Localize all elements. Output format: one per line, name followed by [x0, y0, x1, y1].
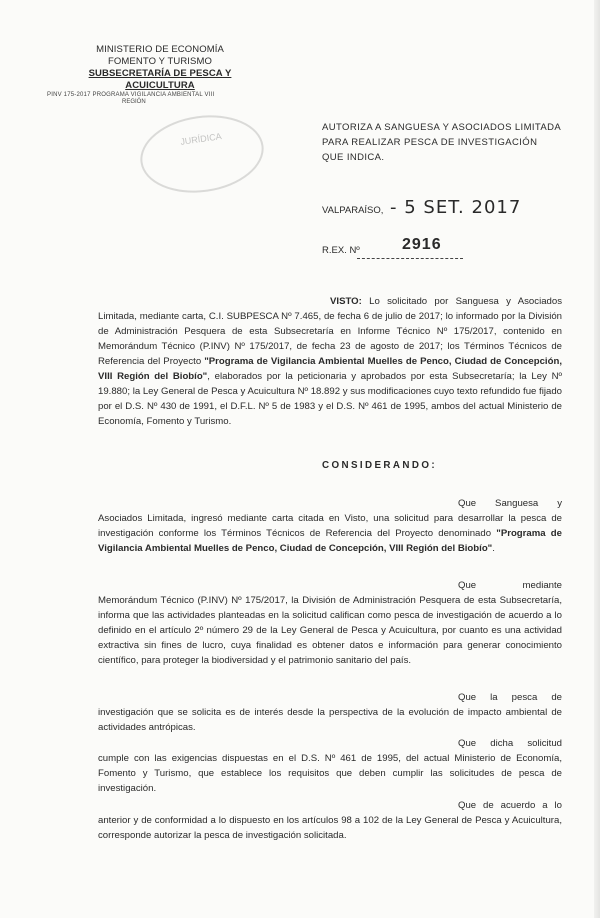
ministry-subname: FOMENTO Y TURISMO [108, 56, 212, 67]
resolution-number-underline [357, 258, 463, 259]
subsecretariat-name: SUBSECRETARÍA DE PESCA Y ACUICULTURA [88, 68, 232, 91]
ministry-name: MINISTERIO DE ECONOMÍA [96, 44, 224, 55]
considerando-3: Que la pesca de investigación que se solicita es de interés desde la perspectiva de la evolución de impacto ambiental de actividades antrópicas. [98, 692, 562, 733]
visto-text-b: , elaborados por la peticionaria y aprobados por esta Subsecretaría; la Ley Nº 19.880; la Ley General de Pesca y Acuicultura Nº 18.892 y sus modificaciones cuyo texto refundido fue fijado por el D.S. Nº 430 de 1991, el D.F.L. Nº 5 de 1983 y el D.S. Nº 461 de 1995, ambos del actual Ministerio de Economía, Fomento y Turismo. [98, 371, 563, 427]
file-reference-region: REGIÓN [122, 99, 146, 105]
resolution-subject: AUTORIZA A SANGUESA Y ASOCIADOS LIMITADA PARA REALIZAR PESCA DE INVESTIGACIÓN QUE INDICA. [322, 122, 561, 163]
considerando-heading: CONSIDERANDO: [322, 460, 438, 471]
seal-stamp [135, 108, 268, 201]
considerando-1 [98, 496, 562, 556]
visto-paragraph [98, 294, 562, 429]
c1-project-name: "Programa de Vigilancia Ambiental Muelles de Penco, Ciudad de Concepción, VIII Región del Biobío" [98, 528, 562, 554]
resolution-label: R.EX. Nº [322, 245, 360, 256]
considerando-4: Que dicha solicitud cumple con las exigencias dispuestas en el D.S. Nº 461 de 1995, del actual Ministerio de Economía, Fomento y Turismo, que establece los requisitos que deben cumplir las solicitudes de pesca de investigación. [98, 738, 562, 794]
c1-text-a: Que Sanguesa y Asociados Limitada, ingresó mediante carta citada en Visto, una solicitud para desarrollar la pesca de investigación conforme los Términos Técnicos de Referencia del Proyecto denominado [98, 498, 562, 539]
c1-text-b: . [492, 543, 495, 554]
considerando-2: Que mediante Memorándum Técnico (P.INV) Nº 175/2017, la División de Administración Pesquera de esta Subsecretaría, informa que las actividades planteadas en la solicitud califican como pesca de investigación de acuerdo a lo definido en el artículo 2º número 29 de la Ley General de Pesca y Acuicultura, por cuanto es una actividad extractiva sin fines de lucro, cuya finalidad es obtener datos e información para generar conocimiento científico, para proteger la biodiversidad y el patrimonio sanitario del país. [98, 580, 562, 666]
file-reference: PINV 175-2017 PROGRAMA VIGILANCIA AMBIENTAL VIII [47, 92, 215, 98]
seal-stamp-text: JURÍDICA [179, 131, 223, 147]
resolution-number: 2916 [402, 236, 442, 253]
stamped-date: - 5 SET. 2017 [390, 197, 522, 218]
visto-label: VISTO: [330, 296, 362, 307]
visto-text-a: Lo solicitado por Sanguesa y Asociados Limitada, mediante carta, C.I. SUBPESCA Nº 7.465, de fecha 6 de julio de 2017; lo informado por la División de Administración Pesquera de esta Subsecretaría en Informe Técnico Nº 175/2017, contenido en Memorándum Técnico (P.INV) Nº 175/2017, de fecha 23 de agosto de 2017; los Términos Técnicos de Referencia del Proyecto [98, 296, 562, 367]
page-edge-shadow [594, 0, 600, 918]
considerando-5: Que de acuerdo a lo anterior y de conformidad a lo dispuesto en los artículos 98 a 102 de la Ley General de Pesca y Acuicultura, corresponde autorizar la pesca de investigación solicitada. [98, 800, 562, 841]
place-label: VALPARAÍSO, [322, 205, 384, 216]
visto-project-name: "Programa de Vigilancia Ambiental Muelles de Penco, Ciudad de Concepción, VIII Región del Biobío" [98, 356, 562, 382]
ministry-header [60, 44, 260, 92]
